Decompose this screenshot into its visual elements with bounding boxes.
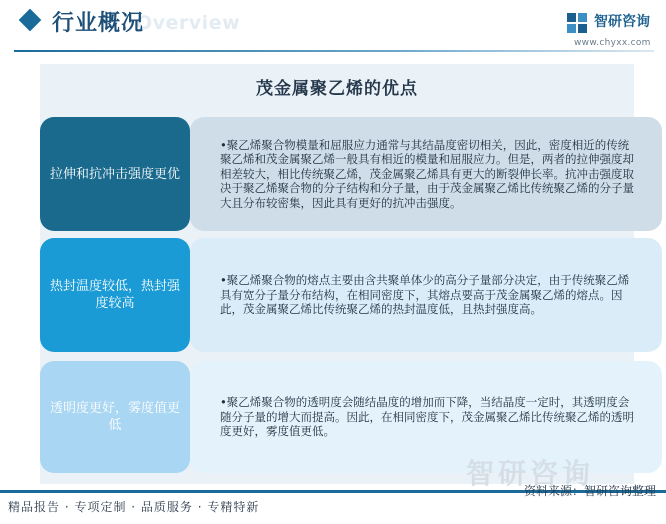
advantage-text: •聚乙烯聚合物的熔点主要由含共聚单体少的高分子量部分决定，由于传统聚乙烯具有宽分子量分布结构，在相同密度下，其熔点要高于茂金属聚乙烯的熔点。因此，茂金属聚乙烯比传统聚乙烯的热封温度低，且热封强度高。 [220,273,630,317]
page-title: 行业概况 [52,11,145,36]
advantage-text: •聚乙烯聚合物的透明度会随结晶度的增加而下降，当结晶度一定时，其透明度会随分子量的增大而提高。因此，在相同密度下，茂金属聚乙烯比传统聚乙烯的透明度更好，雾度值更低。 [220,395,634,439]
advantage-label: 热封温度较低，热封强度较高 [40,238,190,352]
advantage-row [40,117,634,231]
header-divider [14,50,654,52]
advantage-label: 透明度更好，雾度值更低 [40,361,190,473]
page-header [0,0,666,56]
panel-title: 茂金属聚乙烯的优点 [256,79,418,99]
advantage-label: 拉伸和抗冲击强度更优 [40,117,190,231]
logo-mark-icon [566,12,588,34]
header-subtitle: Overview [136,12,241,34]
source-note: 资料来源：智研咨询整理 [523,484,656,498]
footer-slogan: 精品报告 · 专项定制 · 品质服务 · 专精特新 [8,500,260,514]
watermark: 智研咨询 [466,457,595,490]
advantage-description [190,117,662,231]
advantage-row [40,238,630,352]
advantage-text: •聚乙烯聚合物模量和屈服应力通常与其结晶度密切相关，因此，密度相近的传统聚乙烯和茂金属聚乙烯一般具有相近的模量和屈服应力。但是，两者的拉伸强度却相差较大，相比传统聚乙烯，茂金属聚乙烯具有更大的断裂伸长率。抗冲击强度取决于聚乙烯聚合物的分子结构和分子量，由于茂金属聚乙烯比传统聚乙烯的分子量大且分布较密集，因此具有更好的抗冲击强度。 [220,137,634,210]
advantage-description [190,238,662,352]
logo-name: 智研咨询 [594,14,650,30]
logo-url: www.chyxx.com [574,38,651,48]
diamond-icon [19,9,42,32]
